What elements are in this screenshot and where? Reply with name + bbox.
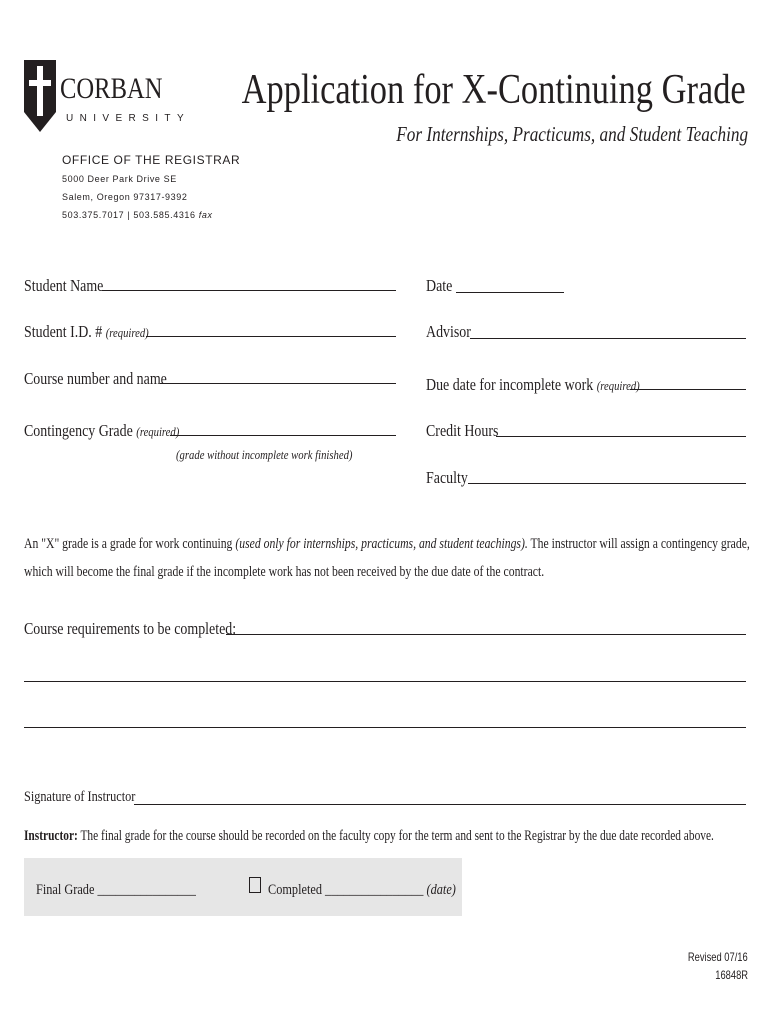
form-code: 16848R (715, 968, 748, 982)
credit-hours-field[interactable] (496, 436, 746, 437)
form-subtitle: For Internships, Practicums, and Student Teaching (396, 122, 748, 146)
form-title: Application for X-Continuing Grade (241, 67, 746, 113)
office-name: OFFICE OF THE REGISTRAR (62, 153, 241, 167)
completed-checkbox[interactable] (249, 877, 261, 893)
course-number-field[interactable] (160, 383, 396, 384)
contingency-grade-label: Contingency Grade (required) (24, 421, 180, 440)
student-id-label: Student I.D. # (required) (24, 322, 149, 341)
requirements-line-3[interactable] (24, 727, 746, 728)
completed-date-field[interactable]: ________________ (325, 882, 424, 898)
instructor-note: Instructor: The final grade for the course should be recorded on the faculty copy for the term and sent to the Registrar by the due date recorded above. (24, 828, 714, 844)
contingency-grade-field[interactable] (170, 435, 396, 436)
contingency-note: (grade without incomplete work finished) (176, 447, 353, 462)
due-date-field[interactable] (630, 389, 746, 390)
logo-wordmark: CORBAN (60, 72, 163, 105)
address-line-2: Salem, Oregon 97317-9392 (62, 192, 188, 202)
advisor-label: Advisor (426, 322, 471, 341)
x-grade-explanation-line2: which will become the final grade if the incomplete work has not been received by the due date of the contract. (24, 564, 545, 580)
student-name-field[interactable] (102, 290, 396, 291)
requirements-label: Course requirements to be completed: (24, 619, 237, 638)
credit-hours-label: Credit Hours (426, 421, 499, 440)
course-number-label: Course number and name (24, 369, 167, 388)
x-grade-usage-note: (used only for internships, practicums, and student teachings). (235, 536, 528, 552)
phone-line (62, 210, 213, 220)
fax-label: fax (198, 210, 213, 220)
student-id-field[interactable] (146, 336, 396, 337)
requirements-line-2[interactable] (24, 681, 746, 682)
faculty-field[interactable] (468, 483, 746, 484)
logo-university: UNIVERSITY (66, 113, 191, 124)
signature-label: Signature of Instructor (24, 789, 136, 805)
corban-shield-logo (24, 60, 56, 132)
requirements-line-1[interactable] (226, 634, 746, 635)
student-name-label: Student Name (24, 276, 104, 295)
date-label: Date (426, 276, 453, 295)
contingency-required: (required) (136, 424, 180, 439)
faculty-label: Faculty (426, 468, 468, 487)
final-grade-field[interactable]: ________________ (97, 882, 196, 898)
completed-label: Completed ________________ (date) (268, 882, 456, 898)
advisor-field[interactable] (470, 338, 746, 339)
due-date-label: Due date for incomplete work (required) (426, 375, 640, 394)
student-id-required: (required) (105, 325, 149, 340)
instructor-note-bold: Instructor: (24, 828, 78, 844)
address-line-1: 5000 Deer Park Drive SE (62, 174, 177, 184)
revision-date: Revised 07/16 (688, 950, 748, 964)
phone-numbers: 503.375.7017 | 503.585.4316 (62, 210, 196, 220)
date-field[interactable] (456, 292, 564, 293)
final-grade-label: Final Grade ________________ (36, 882, 196, 898)
due-date-required: (required) (596, 378, 640, 393)
completed-date-note: (date) (426, 882, 456, 898)
signature-field[interactable] (134, 804, 746, 805)
x-grade-explanation: An "X" grade is a grade for work continuing (used only for internships, practicums, and student teachings). The instructor will assign a contingency grade, which will become the final grade if the incomplete work has not been received by the due date of the contract. (24, 530, 746, 586)
